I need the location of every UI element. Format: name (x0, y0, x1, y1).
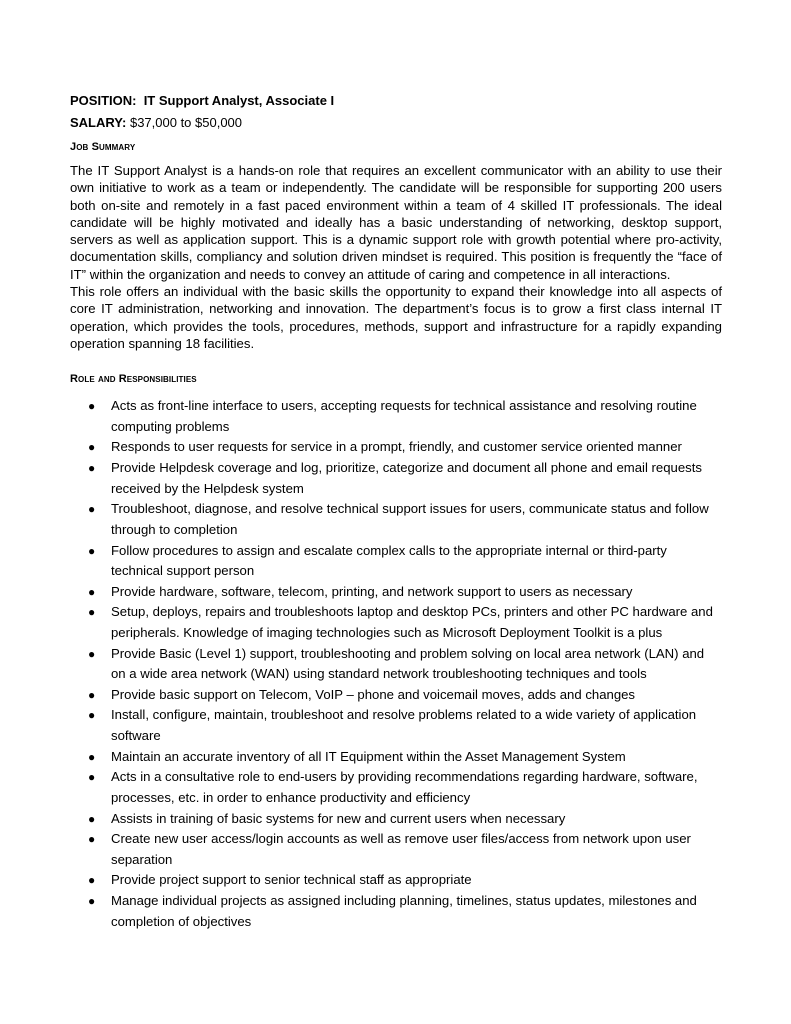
list-item-text: Responds to user requests for service in a prompt, friendly, and customer service oriented manner (111, 439, 682, 455)
position-label: POSITION: (70, 93, 137, 108)
list-item (70, 747, 722, 768)
bullet-icon: ● (88, 832, 96, 847)
list-item-text: Manage individual projects as assigned including planning, timelines, status updates, milestones and completion of objectives (111, 893, 697, 929)
bullet-icon: ● (88, 543, 96, 558)
list-item (70, 870, 722, 891)
list-item-text: Troubleshoot, diagnose, and resolve technical support issues for users, communicate status and follow through to completion (111, 501, 709, 537)
bullet-icon: ● (88, 873, 96, 888)
list-item (70, 829, 722, 870)
list-item (70, 705, 722, 746)
position-title: IT Support Analyst, Associate I (143, 93, 335, 108)
bullet-icon: ● (88, 399, 96, 414)
list-item (70, 582, 722, 603)
bullet-icon: ● (88, 646, 96, 661)
bullet-icon: ● (88, 440, 96, 455)
list-item (70, 396, 722, 437)
bullet-icon: ● (88, 894, 96, 909)
list-item-text: Create new user access/login accounts as well as remove user files/access from network upon user separation (111, 831, 691, 867)
bullet-icon: ● (88, 461, 96, 476)
responsibilities-list (70, 396, 722, 932)
list-item-text: Provide basic support on Telecom, VoIP – phone and voicemail moves, adds and changes (111, 686, 636, 702)
list-item-text: Maintain an accurate inventory of all IT Equipment within the Asset Management System (111, 748, 626, 764)
role-responsibilities-heading: Role and Responsibilities (70, 373, 197, 386)
list-item-text: Provide hardware, software, telecom, printing, and network support to users as necessary (111, 583, 633, 599)
bullet-icon: ● (88, 811, 96, 826)
list-item-text: Acts as front-line interface to users, accepting requests for technical assistance and resolving routine computing problems (111, 398, 697, 434)
salary-value: $37,000 to $50,000 (129, 115, 243, 130)
list-item (70, 809, 722, 830)
summary-paragraph: This role offers an individual with the basic skills the opportunity to expand their knowledge into all aspects of core IT administration, networking and innovation. The department’s focus is to grow a first class internal IT operation, which provides the tools, procedures, methods, support and infrastructure for a rapidly expanding operation spanning 18 facilities. (70, 284, 722, 351)
summary-paragraph: The IT Support Analyst is a hands-on role that requires an excellent communicator with an ability to use their own initiative to work as a team or independently. The candidate will be responsible for supporting 200 users both on-site and remotely in a fast paced environment within a team of 4 skilled IT professionals. The ideal candidate will be highly motivated and ideally has a basic understanding of networking, desktop support, servers as well as application support. This is a dynamic support role with growth potential where pro-activity, documentation skills, compliancy and solution driven mindset is required. This position is frequently the “face of IT” within the organization and needs to convey an attitude of caring and competence in all interactions. (70, 163, 722, 282)
bullet-icon: ● (88, 770, 96, 785)
list-item-text: Follow procedures to assign and escalate complex calls to the appropriate internal or third-party technical support person (111, 542, 667, 579)
list-item-text: Assists in training of basic systems for new and current users when necessary (111, 810, 566, 826)
list-item-text: Provide Basic (Level 1) support, troubleshooting and problem solving on local area network (LAN) and on a wide area network (WAN) using standard network troubleshooting techniques and tools (111, 645, 705, 682)
bullet-icon: ● (88, 687, 96, 702)
list-item-text: Acts in a consultative role to end-users by providing recommendations regarding hardware, software, processes, etc. in order to enhance productivity and efficiency (111, 769, 698, 805)
bullet-icon: ● (88, 502, 96, 517)
bullet-icon: ● (88, 584, 96, 599)
position-line (70, 92, 722, 110)
list-item-text: Provide project support to senior technical staff as appropriate (111, 872, 472, 888)
list-item (70, 644, 722, 685)
list-item-text: Setup, deploys, repairs and troubleshoots laptop and desktop PCs, printers and other PC hardware and peripherals. Knowledge of imaging technologies such as Microsoft Deployment Toolkit is a plus (111, 604, 713, 640)
list-item (70, 685, 722, 706)
list-item (70, 437, 722, 458)
bullet-icon: ● (88, 605, 96, 620)
list-item-text: Provide Helpdesk coverage and log, prioritize, categorize and document all phone and email requests received by the Helpdesk system (111, 460, 702, 496)
list-item (70, 891, 722, 932)
bullet-icon: ● (88, 708, 96, 723)
document-page (70, 92, 722, 932)
bullet-icon: ● (88, 749, 96, 764)
list-item (70, 458, 722, 499)
list-item (70, 541, 722, 582)
job-summary-heading: Job Summary (70, 141, 136, 153)
salary-label: SALARY: (70, 115, 127, 130)
list-item (70, 499, 722, 540)
salary-line (70, 114, 722, 132)
list-item (70, 602, 722, 643)
list-item-text: Install, configure, maintain, troubleshoot and resolve problems related to a wide variety of application software (111, 707, 697, 743)
job-summary-body (70, 162, 722, 352)
list-item (70, 767, 722, 808)
